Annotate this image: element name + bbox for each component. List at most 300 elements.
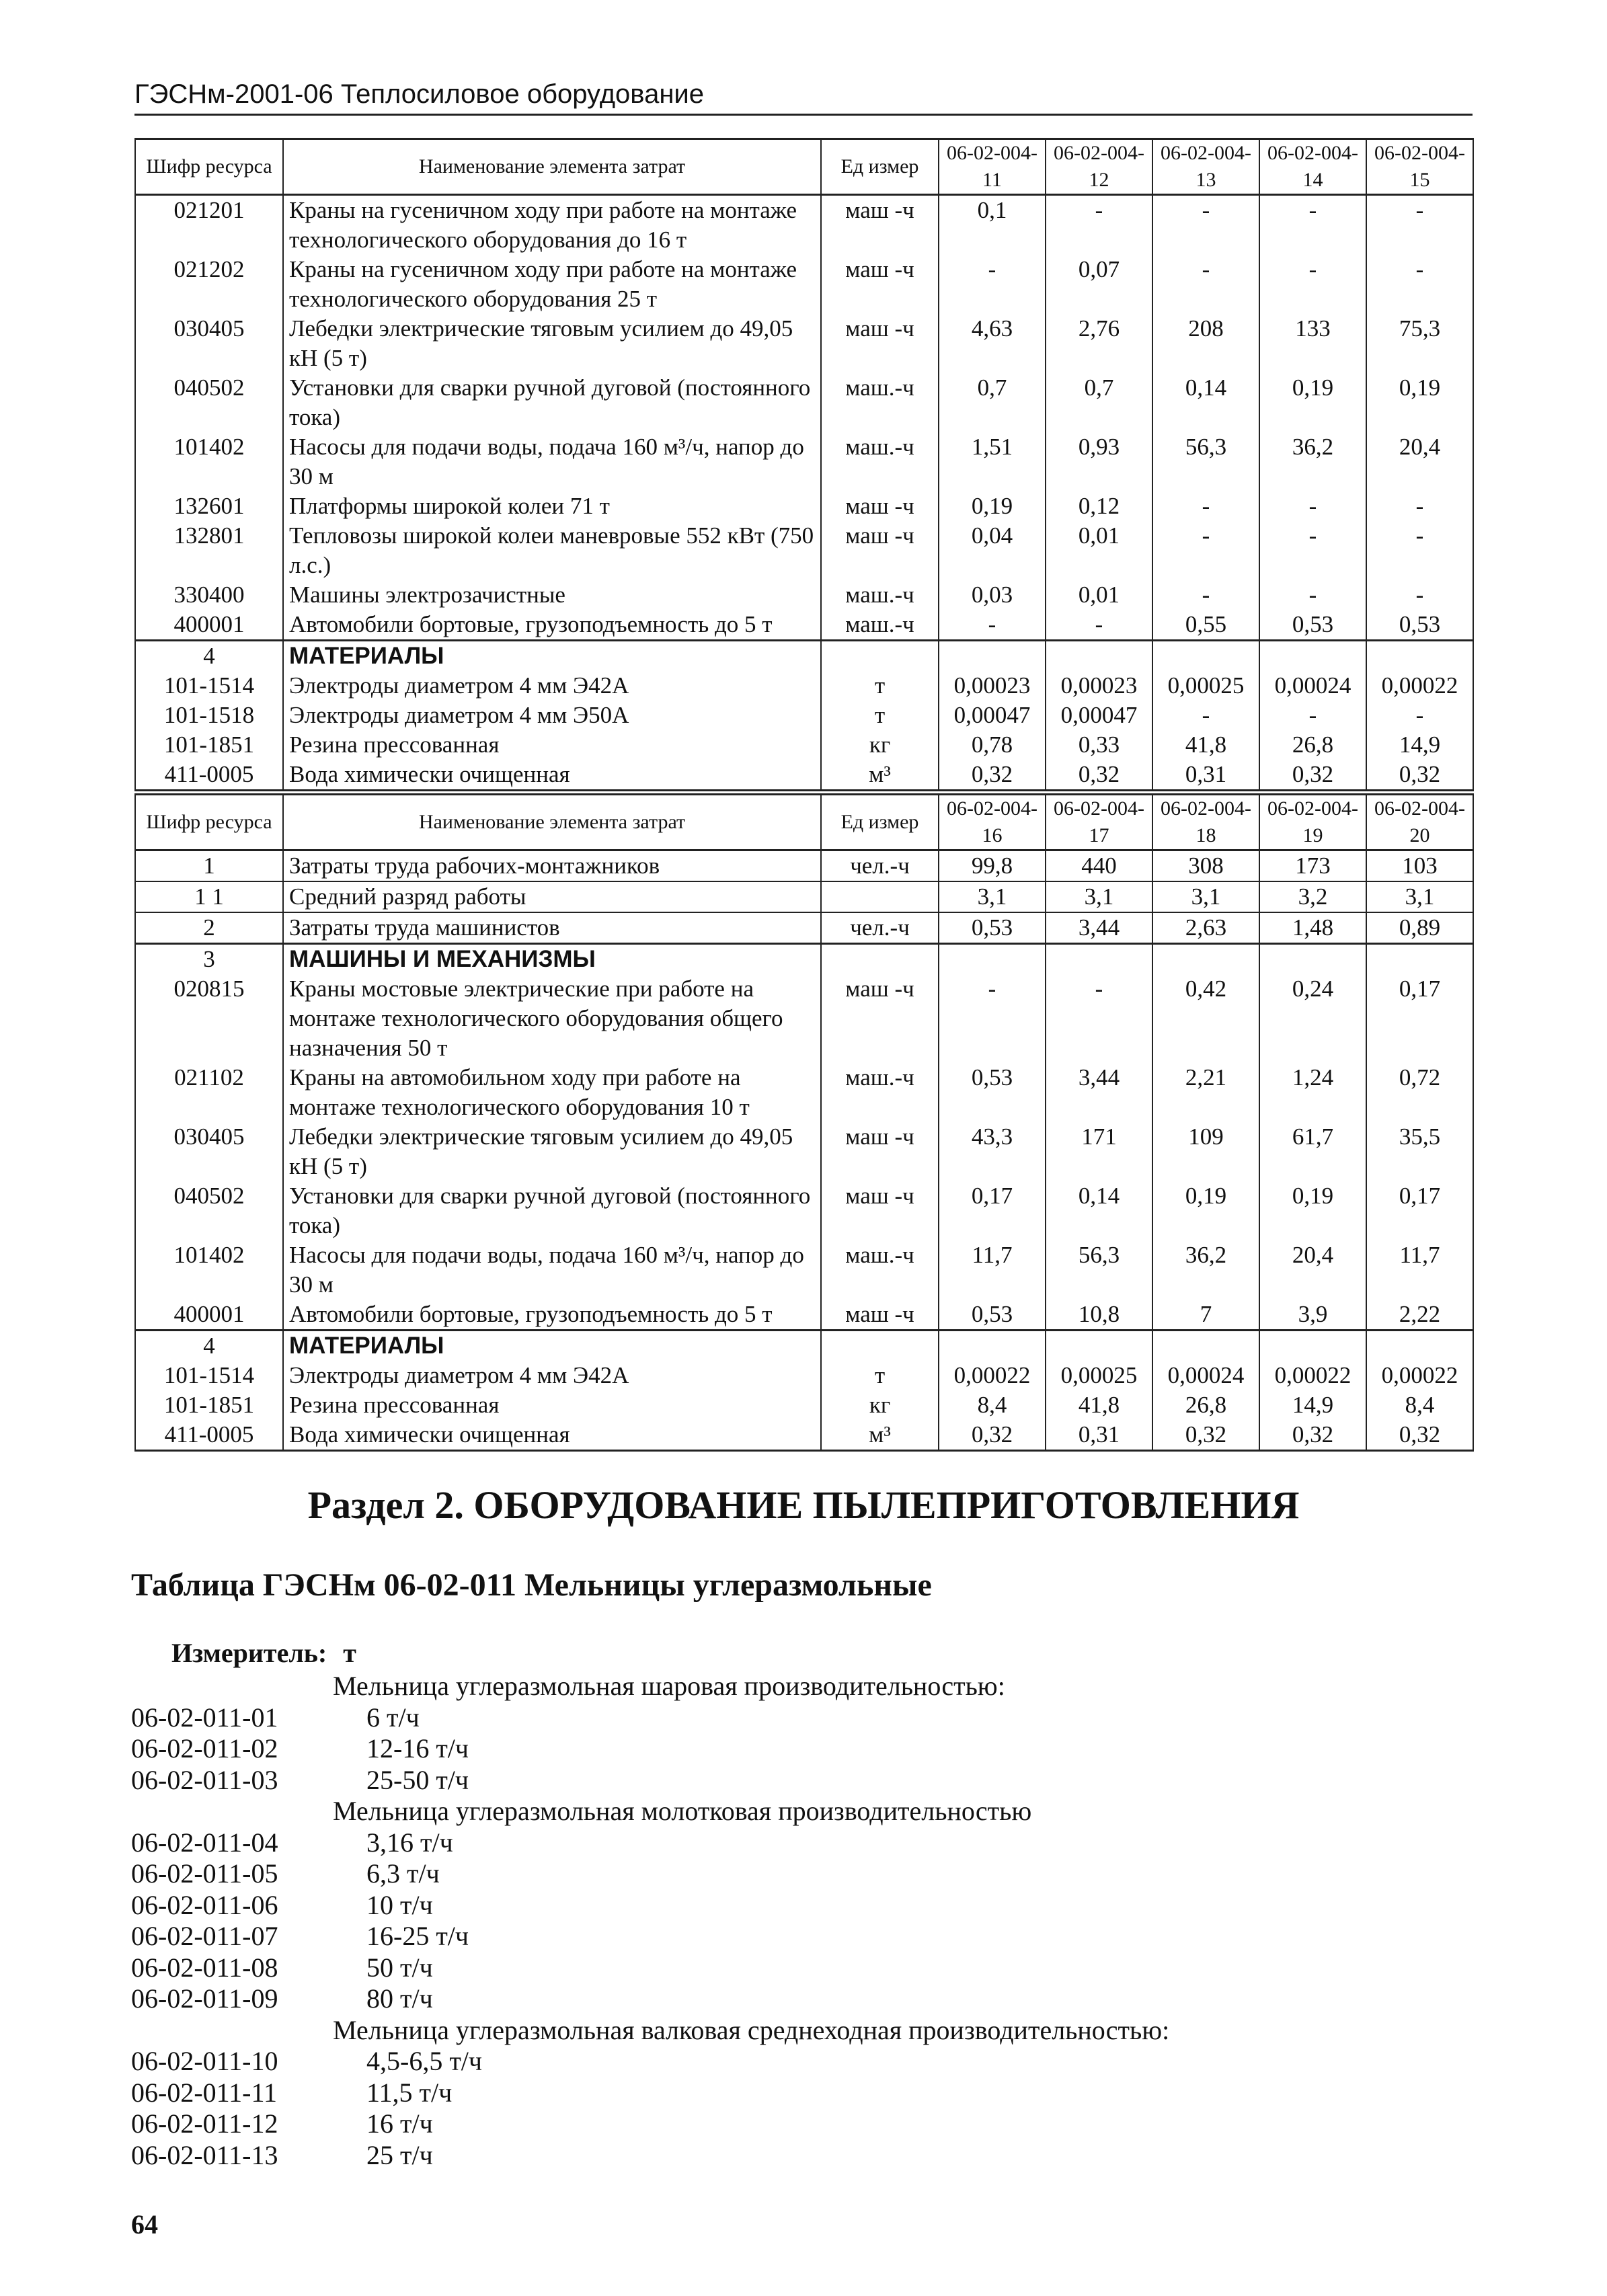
unit-cell: маш.-ч xyxy=(821,580,939,610)
resource-code-cell: 101-1518 xyxy=(135,701,283,730)
value-cell: 2,22 xyxy=(1366,1300,1473,1331)
value-cell: 11,7 xyxy=(1366,1240,1473,1300)
resource-table-2 xyxy=(134,793,1474,1452)
unit-cell: т xyxy=(821,701,939,730)
value-cell: 2,76 xyxy=(1046,314,1152,373)
value-cell: - xyxy=(1259,491,1366,521)
table-row xyxy=(135,432,1473,491)
norm-code: 06-02-011-01 xyxy=(131,1702,278,1733)
unit-cell: чел.-ч xyxy=(821,850,939,882)
norm-capacity: 10 т/ч xyxy=(366,1889,433,1920)
norm-code: 06-02-011-12 xyxy=(131,2108,278,2139)
table-row xyxy=(135,760,1473,791)
norm-code: 06-02-011-13 xyxy=(131,2139,278,2170)
value-cell: 0,04 xyxy=(939,521,1046,580)
resource-code-cell: 030405 xyxy=(135,314,283,373)
table-row xyxy=(135,1331,1473,1361)
value-cell: 0,32 xyxy=(1046,760,1152,791)
table-row xyxy=(135,255,1473,314)
norm-code: 06-02-011-10 xyxy=(131,2046,278,2076)
cost-element-name-cell: Краны на гусеничном ходу при работе на монтаже технологического оборудования 25 т xyxy=(283,255,821,314)
unit-cell: маш.-ч xyxy=(821,610,939,641)
value-cell: 0,19 xyxy=(1152,1181,1259,1240)
value-cell: 0,32 xyxy=(1366,760,1473,791)
value-cell: 3,1 xyxy=(1152,881,1259,912)
value-cell: 14,9 xyxy=(1366,730,1473,760)
column-header: Ед измер xyxy=(821,139,939,195)
resource-table-1 xyxy=(134,138,1474,791)
list-item xyxy=(131,2077,1442,2109)
table-row xyxy=(135,974,1473,1063)
value-cell: 133 xyxy=(1259,314,1366,373)
table-header-row xyxy=(135,139,1473,195)
column-header: 06-02-004-17 xyxy=(1046,795,1152,850)
unit-cell: кг xyxy=(821,1390,939,1420)
cost-element-name-cell: Электроды диаметром 4 мм Э50А xyxy=(283,701,821,730)
value-cell xyxy=(1152,641,1259,672)
value-cell: 0,53 xyxy=(939,1300,1046,1331)
cost-element-name-cell: Платформы широкой колеи 71 т xyxy=(283,491,821,521)
table-row xyxy=(135,1390,1473,1420)
cost-element-name-cell: МАШИНЫ И МЕХАНИЗМЫ xyxy=(283,944,821,975)
resource-code-cell: 3 xyxy=(135,944,283,975)
value-cell: 3,9 xyxy=(1259,1300,1366,1331)
value-cell: 75,3 xyxy=(1366,314,1473,373)
value-cell: - xyxy=(1366,521,1473,580)
value-cell: 109 xyxy=(1152,1122,1259,1181)
value-cell: 20,4 xyxy=(1366,432,1473,491)
norm-code: 06-02-011-02 xyxy=(131,1733,278,1764)
unit-cell: м³ xyxy=(821,760,939,791)
resource-code-cell: 101402 xyxy=(135,1240,283,1300)
resource-code-cell: 4 xyxy=(135,1331,283,1361)
unit-cell: маш -ч xyxy=(821,1300,939,1331)
list-item xyxy=(131,1858,1442,1890)
section-title: Раздел 2. ОБОРУДОВАНИЕ ПЫЛЕПРИГОТОВЛЕНИЯ xyxy=(307,1483,1300,1527)
resource-code-cell: 132601 xyxy=(135,491,283,521)
resource-code-cell: 1 1 xyxy=(135,881,283,912)
table-title: Таблица ГЭСНм 06-02-011 Мельницы углеразмольные xyxy=(131,1567,932,1603)
list-item xyxy=(131,1921,1442,1952)
value-cell: 0,55 xyxy=(1152,610,1259,641)
value-cell: 56,3 xyxy=(1046,1240,1152,1300)
value-cell: 0,24 xyxy=(1259,974,1366,1063)
norm-capacity: 25 т/ч xyxy=(366,2139,433,2170)
value-cell: 0,32 xyxy=(1259,1420,1366,1451)
list-item xyxy=(131,1765,1442,1796)
value-cell: - xyxy=(1259,701,1366,730)
value-cell: 0,12 xyxy=(1046,491,1152,521)
value-cell: 0,00047 xyxy=(939,701,1046,730)
cost-element-name-cell: Резина прессованная xyxy=(283,1390,821,1420)
table-row xyxy=(135,610,1473,641)
value-cell: 0,32 xyxy=(1152,1420,1259,1451)
resource-code-cell: 020815 xyxy=(135,974,283,1063)
resource-code-cell: 400001 xyxy=(135,1300,283,1331)
value-cell: 10,8 xyxy=(1046,1300,1152,1331)
measure-value: т xyxy=(343,1638,356,1668)
table-row xyxy=(135,373,1473,432)
value-cell: 0,14 xyxy=(1046,1181,1152,1240)
resource-code-cell: 330400 xyxy=(135,580,283,610)
resource-code-cell: 411-0005 xyxy=(135,760,283,791)
value-cell: 4,63 xyxy=(939,314,1046,373)
value-cell: 0,32 xyxy=(1259,760,1366,791)
value-cell xyxy=(1259,641,1366,672)
value-cell: 8,4 xyxy=(939,1390,1046,1420)
value-cell: - xyxy=(1046,610,1152,641)
resource-code-cell: 400001 xyxy=(135,610,283,641)
value-cell xyxy=(1046,1331,1152,1361)
value-cell: 41,8 xyxy=(1046,1390,1152,1420)
cost-element-name-cell: Установки для сварки ручной дуговой (постоянного тока) xyxy=(283,1181,821,1240)
list-item xyxy=(131,2140,1442,2172)
value-cell: 1,51 xyxy=(939,432,1046,491)
value-cell: - xyxy=(1259,255,1366,314)
list-item xyxy=(131,1890,1442,1922)
norm-code: 06-02-011-05 xyxy=(131,1858,278,1889)
value-cell: 11,7 xyxy=(939,1240,1046,1300)
value-cell: 35,5 xyxy=(1366,1122,1473,1181)
table-row xyxy=(135,1122,1473,1181)
table-row xyxy=(135,671,1473,701)
norm-capacity: 50 т/ч xyxy=(366,1952,433,1983)
value-cell: 8,4 xyxy=(1366,1390,1473,1420)
value-cell: 3,2 xyxy=(1259,881,1366,912)
value-cell: - xyxy=(1152,255,1259,314)
unit-cell: маш.-ч xyxy=(821,432,939,491)
list-item xyxy=(131,2046,1442,2077)
unit-cell: маш -ч xyxy=(821,521,939,580)
value-cell: 7 xyxy=(1152,1300,1259,1331)
value-cell: - xyxy=(939,255,1046,314)
column-header: 06-02-004-12 xyxy=(1046,139,1152,195)
value-cell: 0,03 xyxy=(939,580,1046,610)
column-header: 06-02-004-18 xyxy=(1152,795,1259,850)
cost-element-name-cell: Вода химически очищенная xyxy=(283,760,821,791)
value-cell: 1,24 xyxy=(1259,1063,1366,1122)
table-row xyxy=(135,1361,1473,1390)
value-cell: - xyxy=(1366,580,1473,610)
resource-code-cell: 101-1514 xyxy=(135,671,283,701)
cost-element-name-cell: Затраты труда машинистов xyxy=(283,912,821,944)
value-cell: 0,01 xyxy=(1046,580,1152,610)
resource-code-cell: 101-1514 xyxy=(135,1361,283,1390)
value-cell xyxy=(1259,944,1366,975)
value-cell: 26,8 xyxy=(1152,1390,1259,1420)
list-item xyxy=(131,1952,1442,1984)
norm-capacity: 12-16 т/ч xyxy=(366,1733,469,1764)
column-header: 06-02-004-20 xyxy=(1366,795,1473,850)
value-cell: 0,32 xyxy=(1366,1420,1473,1451)
value-cell: - xyxy=(939,610,1046,641)
unit-cell xyxy=(821,881,939,912)
norm-capacity: 4,5-6,5 т/ч xyxy=(366,2046,483,2076)
unit-cell: маш -ч xyxy=(821,491,939,521)
value-cell xyxy=(1046,641,1152,672)
value-cell xyxy=(939,1331,1046,1361)
table-row xyxy=(135,491,1473,521)
resource-code-cell: 101-1851 xyxy=(135,1390,283,1420)
value-cell: 0,32 xyxy=(939,760,1046,791)
value-cell: 0,53 xyxy=(1366,610,1473,641)
resource-code-cell: 040502 xyxy=(135,373,283,432)
unit-cell: маш.-ч xyxy=(821,1063,939,1122)
cost-element-name-cell: Машины электрозачистные xyxy=(283,580,821,610)
norm-capacity: 16-25 т/ч xyxy=(366,1921,469,1951)
unit-cell xyxy=(821,1331,939,1361)
column-header: Шифр ресурса xyxy=(135,139,283,195)
value-cell: - xyxy=(1259,521,1366,580)
value-cell: 0,72 xyxy=(1366,1063,1473,1122)
page-number: 64 xyxy=(131,2209,158,2240)
norm-code: 06-02-011-08 xyxy=(131,1952,278,1983)
value-cell: 0,00025 xyxy=(1152,671,1259,701)
value-cell: 0,01 xyxy=(1046,521,1152,580)
value-cell: 0,32 xyxy=(939,1420,1046,1451)
value-cell: - xyxy=(1152,701,1259,730)
value-cell: 0,00024 xyxy=(1152,1361,1259,1390)
cost-element-name-cell: Средний разряд работы xyxy=(283,881,821,912)
unit-cell: маш -ч xyxy=(821,314,939,373)
table-row xyxy=(135,314,1473,373)
table-row xyxy=(135,1181,1473,1240)
resource-code-cell: 040502 xyxy=(135,1181,283,1240)
cost-element-name-cell: Вода химически очищенная xyxy=(283,1420,821,1451)
column-header: Наименование элемента затрат xyxy=(283,139,821,195)
value-cell: 0,7 xyxy=(1046,373,1152,432)
value-cell: - xyxy=(1152,521,1259,580)
cost-element-name-cell: Затраты труда рабочих-монтажников xyxy=(283,850,821,882)
value-cell: 0,07 xyxy=(1046,255,1152,314)
cost-element-name-cell: МАТЕРИАЛЫ xyxy=(283,1331,821,1361)
table-row xyxy=(135,701,1473,730)
list-item xyxy=(131,1983,1442,2015)
value-cell: 0,78 xyxy=(939,730,1046,760)
cost-element-name-cell: Резина прессованная xyxy=(283,730,821,760)
value-cell: 0,00025 xyxy=(1046,1361,1152,1390)
table-row xyxy=(135,1063,1473,1122)
column-header: 06-02-004-15 xyxy=(1366,139,1473,195)
value-cell: 14,9 xyxy=(1259,1390,1366,1420)
measure-label: Измеритель: xyxy=(171,1638,327,1668)
value-cell: 0,42 xyxy=(1152,974,1259,1063)
value-cell: 41,8 xyxy=(1152,730,1259,760)
table-row xyxy=(135,580,1473,610)
cost-element-name-cell: Краны на автомобильном ходу при работе на монтаже технологического оборудования 10 т xyxy=(283,1063,821,1122)
column-header: 06-02-004-16 xyxy=(939,795,1046,850)
value-cell: 3,1 xyxy=(1366,881,1473,912)
value-cell xyxy=(939,944,1046,975)
norm-code: 06-02-011-11 xyxy=(131,2077,277,2108)
value-cell: 0,53 xyxy=(939,1063,1046,1122)
value-cell: 0,33 xyxy=(1046,730,1152,760)
column-header: Наименование элемента затрат xyxy=(283,795,821,850)
resource-code-cell: 101402 xyxy=(135,432,283,491)
resource-code-cell: 021102 xyxy=(135,1063,283,1122)
column-header: 06-02-004-11 xyxy=(939,139,1046,195)
value-cell xyxy=(1366,641,1473,672)
value-cell: - xyxy=(1366,255,1473,314)
cost-element-name-cell: Установки для сварки ручной дуговой (постоянного тока) xyxy=(283,373,821,432)
norm-group-title: Мельница углеразмольная шаровая производительностью: xyxy=(333,1671,1005,1701)
value-cell: 0,53 xyxy=(939,912,1046,944)
value-cell: 0,19 xyxy=(1259,373,1366,432)
value-cell xyxy=(1152,1331,1259,1361)
value-cell: 43,3 xyxy=(939,1122,1046,1181)
value-cell: - xyxy=(1259,580,1366,610)
value-cell xyxy=(1259,1331,1366,1361)
list-item xyxy=(131,1827,1442,1859)
cost-element-name-cell: МАТЕРИАЛЫ xyxy=(283,641,821,672)
resource-code-cell: 030405 xyxy=(135,1122,283,1181)
norm-code: 06-02-011-04 xyxy=(131,1827,278,1858)
cost-element-name-cell: Тепловозы широкой колеи маневровые 552 кВт (750 л.с.) xyxy=(283,521,821,580)
table-row xyxy=(135,1300,1473,1331)
norm-capacity: 25-50 т/ч xyxy=(366,1764,469,1795)
value-cell: 308 xyxy=(1152,850,1259,882)
value-cell: 99,8 xyxy=(939,850,1046,882)
table-row xyxy=(135,881,1473,912)
norm-capacity: 6 т/ч xyxy=(366,1702,420,1733)
value-cell: 20,4 xyxy=(1259,1240,1366,1300)
value-cell: - xyxy=(1046,974,1152,1063)
norm-group-title: Мельница углеразмольная валковая среднеходная производительностью: xyxy=(333,2014,1170,2045)
value-cell: 3,1 xyxy=(1046,881,1152,912)
value-cell: 0,89 xyxy=(1366,912,1473,944)
value-cell: 0,19 xyxy=(939,491,1046,521)
cost-element-name-cell: Краны мостовые электрические при работе на монтаже технологического оборудования общего назначения 50 т xyxy=(283,974,821,1063)
value-cell: - xyxy=(1366,491,1473,521)
running-header: ГЭСНм-2001-06 Теплосиловое оборудование xyxy=(134,79,1473,116)
unit-cell: маш -ч xyxy=(821,255,939,314)
value-cell: - xyxy=(1152,195,1259,255)
resource-code-cell: 2 xyxy=(135,912,283,944)
resource-code-cell: 101-1851 xyxy=(135,730,283,760)
value-cell: 103 xyxy=(1366,850,1473,882)
unit-cell: чел.-ч xyxy=(821,912,939,944)
table-row xyxy=(135,195,1473,255)
table-row xyxy=(135,641,1473,672)
column-header: Шифр ресурса xyxy=(135,795,283,850)
value-cell: 36,2 xyxy=(1152,1240,1259,1300)
table-row xyxy=(135,944,1473,975)
value-cell: 3,44 xyxy=(1046,912,1152,944)
unit-cell: маш -ч xyxy=(821,1122,939,1181)
value-cell: 0,31 xyxy=(1152,760,1259,791)
table-row xyxy=(135,1240,1473,1300)
value-cell: 0,17 xyxy=(1366,974,1473,1063)
unit-cell: маш.-ч xyxy=(821,373,939,432)
table-row xyxy=(135,850,1473,882)
table-row xyxy=(135,521,1473,580)
norm-code-list xyxy=(131,1671,1442,2171)
value-cell: 1,48 xyxy=(1259,912,1366,944)
value-cell: 26,8 xyxy=(1259,730,1366,760)
unit-cell: маш -ч xyxy=(821,195,939,255)
value-cell: 0,00047 xyxy=(1046,701,1152,730)
value-cell: 0,31 xyxy=(1046,1420,1152,1451)
norm-group-title: Мельница углеразмольная молотковая производительностью xyxy=(333,1796,1032,1826)
cost-element-name-cell: Насосы для подачи воды, подача 160 м³/ч, напор до 30 м xyxy=(283,432,821,491)
unit-cell: маш -ч xyxy=(821,974,939,1063)
unit-cell: кг xyxy=(821,730,939,760)
resource-code-cell: 021202 xyxy=(135,255,283,314)
resource-code-cell: 021201 xyxy=(135,195,283,255)
table-row xyxy=(135,730,1473,760)
value-cell xyxy=(1046,944,1152,975)
value-cell: 0,19 xyxy=(1366,373,1473,432)
column-header: 06-02-004-13 xyxy=(1152,139,1259,195)
value-cell xyxy=(939,641,1046,672)
unit-cell: маш -ч xyxy=(821,1181,939,1240)
cost-element-name-cell: Насосы для подачи воды, подача 160 м³/ч, напор до 30 м xyxy=(283,1240,821,1300)
value-cell: 0,00023 xyxy=(1046,671,1152,701)
resource-code-cell: 132801 xyxy=(135,521,283,580)
norm-capacity: 80 т/ч xyxy=(366,1983,433,2014)
norm-code: 06-02-011-09 xyxy=(131,1983,278,2014)
unit-cell: м³ xyxy=(821,1420,939,1451)
list-item xyxy=(131,1702,1442,1734)
table-row xyxy=(135,1420,1473,1451)
value-cell: 0,53 xyxy=(1259,610,1366,641)
unit-cell: т xyxy=(821,1361,939,1390)
value-cell: - xyxy=(939,974,1046,1063)
column-header: 06-02-004-14 xyxy=(1259,139,1366,195)
value-cell: 0,00022 xyxy=(939,1361,1046,1390)
norm-code: 06-02-011-06 xyxy=(131,1889,278,1920)
norm-code: 06-02-011-03 xyxy=(131,1764,278,1795)
value-cell: 61,7 xyxy=(1259,1122,1366,1181)
value-cell: 0,7 xyxy=(939,373,1046,432)
value-cell: 3,44 xyxy=(1046,1063,1152,1122)
value-cell: 0,17 xyxy=(1366,1181,1473,1240)
column-header: 06-02-004-19 xyxy=(1259,795,1366,850)
cost-element-name-cell: Автомобили бортовые, грузоподъемность до 5 т xyxy=(283,610,821,641)
list-item xyxy=(131,1733,1442,1765)
unit-cell xyxy=(821,944,939,975)
value-cell: 440 xyxy=(1046,850,1152,882)
cost-element-name-cell: Автомобили бортовые, грузоподъемность до 5 т xyxy=(283,1300,821,1331)
resource-code-cell: 4 xyxy=(135,641,283,672)
value-cell: - xyxy=(1152,491,1259,521)
resource-code-cell: 1 xyxy=(135,850,283,882)
value-cell: 0,00024 xyxy=(1259,671,1366,701)
value-cell: 0,17 xyxy=(939,1181,1046,1240)
table-header-row xyxy=(135,795,1473,850)
value-cell: - xyxy=(1259,195,1366,255)
value-cell: 0,00022 xyxy=(1366,1361,1473,1390)
value-cell: 0,00022 xyxy=(1259,1361,1366,1390)
unit-cell: т xyxy=(821,671,939,701)
unit-cell: маш.-ч xyxy=(821,1240,939,1300)
unit-cell xyxy=(821,641,939,672)
value-cell: 36,2 xyxy=(1259,432,1366,491)
value-cell: 0,14 xyxy=(1152,373,1259,432)
value-cell: 173 xyxy=(1259,850,1366,882)
table-row xyxy=(135,912,1473,944)
value-cell: 0,1 xyxy=(939,195,1046,255)
value-cell: 0,93 xyxy=(1046,432,1152,491)
value-cell: 171 xyxy=(1046,1122,1152,1181)
value-cell: 0,00023 xyxy=(939,671,1046,701)
value-cell: 2,63 xyxy=(1152,912,1259,944)
list-item xyxy=(131,2108,1442,2140)
value-cell: 0,19 xyxy=(1259,1181,1366,1240)
value-cell xyxy=(1366,1331,1473,1361)
value-cell: 56,3 xyxy=(1152,432,1259,491)
cost-element-name-cell: Лебедки электрические тяговым усилием до 49,05 кН (5 т) xyxy=(283,314,821,373)
